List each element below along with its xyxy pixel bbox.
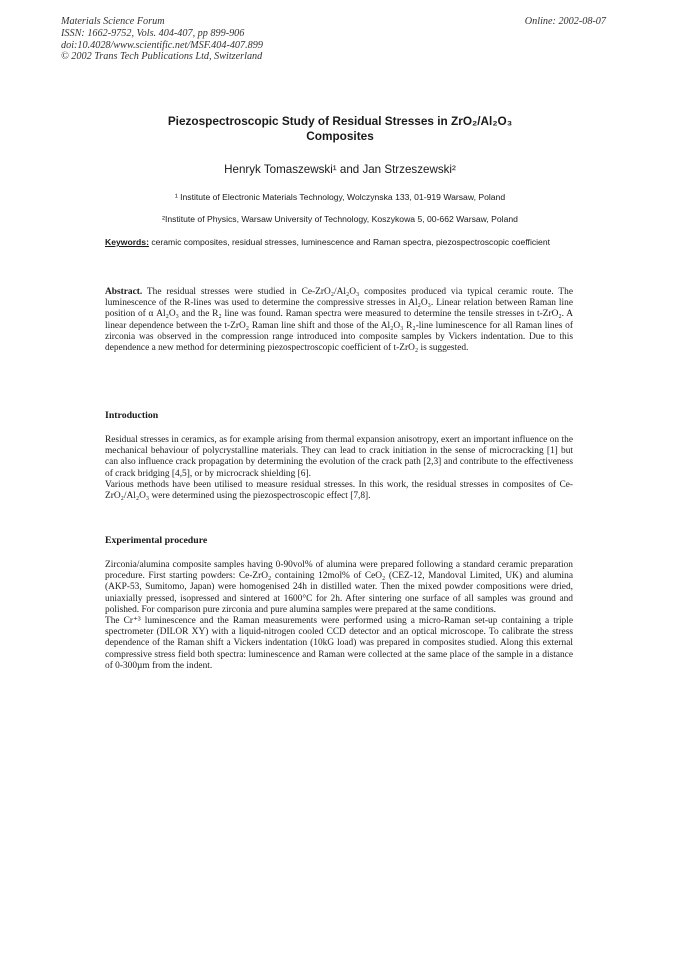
paper-title	[80, 114, 600, 144]
paragraph: The Cr⁺³ luminescence and the Raman measurements were performed using a micro-Raman set-up containing a triple spectrometer (DILOR XY) with a liquid-nitrogen cooled CCD detector and an optical microscope. To calibrate the stress dependence of the Raman shift a Vickers indentation (10kG load) was prepared in composites studied. Along this external compressive stress field both spectra: luminescence and Raman were collected at the same place of the sample in a distance of 0-300µm from the indent.	[105, 616, 573, 671]
introduction-body	[105, 435, 573, 502]
paper-title-line-2: Composites	[306, 129, 374, 143]
introduction-heading: Introduction	[105, 410, 159, 421]
keywords-label: Keywords:	[105, 237, 149, 247]
online-date: Online: 2002-08-07	[524, 16, 606, 27]
authors: Henryk Tomaszewski¹ and Jan Strzeszewski²	[224, 163, 456, 176]
paper-title-line-1: Piezospectroscopic Study of Residual Stresses in ZrO₂/Al₂O₃	[167, 114, 513, 128]
experimental-body	[105, 560, 573, 672]
affiliation-1: ¹ Institute of Electronic Materials Technology, Wolczynska 133, 01-919 Warsaw, Poland	[174, 192, 506, 202]
paragraph: Residual stresses in ceramics, as for example arising from thermal expansion anisotropy, exert an important influence on the mechanical behaviour of polycrystalline materials. They can lead to crack initiation in the sense of microcracking [1] but can also influence crack propagation by determining the evolution of the crack path [2,3] and contribute to the effectiveness of crack bridging [4,5], or by microcrack shielding [6].	[105, 435, 573, 479]
journal-header	[61, 16, 263, 63]
experimental-heading: Experimental procedure	[105, 535, 208, 546]
keywords-text: ceramic composites, residual stresses, luminescence and Raman spectra, piezospectroscopic coefficient	[148, 237, 551, 247]
issn-line: ISSN: 1662-9752, Vols. 404-407, pp 899-906	[61, 27, 245, 39]
abstract	[105, 287, 573, 354]
abstract-label: Abstract.	[105, 287, 143, 297]
copyright-line: © 2002 Trans Tech Publications Ltd, Switzerland	[61, 51, 263, 63]
paragraph: Various methods have been utilised to measure residual stresses. In this work, the residual stresses in composites of Ce-ZrO₂/Al₂O₃ were determined using the piezospectroscopic effect [7,8].	[105, 479, 573, 502]
abstract-text: The residual stresses were studied in Ce-ZrO₂/Al₂O₃ composites produced via typical ceramic route. The luminescence of the R-lines was used to determine the compressive stresses in Al₂O₃. Linear relation between Raman line position of α Al₂O₃ and the R₂ line was found. Raman spectra were measured to determine the tensile stresses in t-ZrO₂. A linear dependence between the t-ZrO₂ Raman line shift and those of the Al₂O₃ R₂-line luminescence for all Raman lines of zirconia was observed in the compression range introduced into composite samples by Vickers indentation. Due to this dependence a new method for determining piezospectroscopic coefficient of t-ZrO₂ is suggested.	[105, 287, 573, 354]
paragraph: Zirconia/alumina composite samples having 0-90vol% of alumina were prepared following a standard ceramic preparation procedure. First starting powders: Ce-ZrO₂ containing 12mol% of CeO₂ (CEZ-12, Mandoval Limited, UK) and alumina (AKP-53, Sumitomo, Japan) were homogenised 24h in distilled water. Then the mixed powder compositions were dried, uniaxially pressed, isopressed and sintered at 1600°C for 2h. After sintering one surface of all samples was ground and polished. For comparison pure zirconia and pure alumina samples were prepared at the same conditions.	[105, 560, 573, 615]
journal-name: Materials Science Forum	[61, 16, 165, 27]
keywords	[105, 237, 573, 249]
doi-line: doi:10.4028/www.scientific.net/MSF.404-407.899	[61, 39, 263, 51]
affiliation-2: ²Institute of Physics, Warsaw University of Technology, Koszykowa 5, 00-662 Warsaw, Poland	[162, 214, 518, 224]
